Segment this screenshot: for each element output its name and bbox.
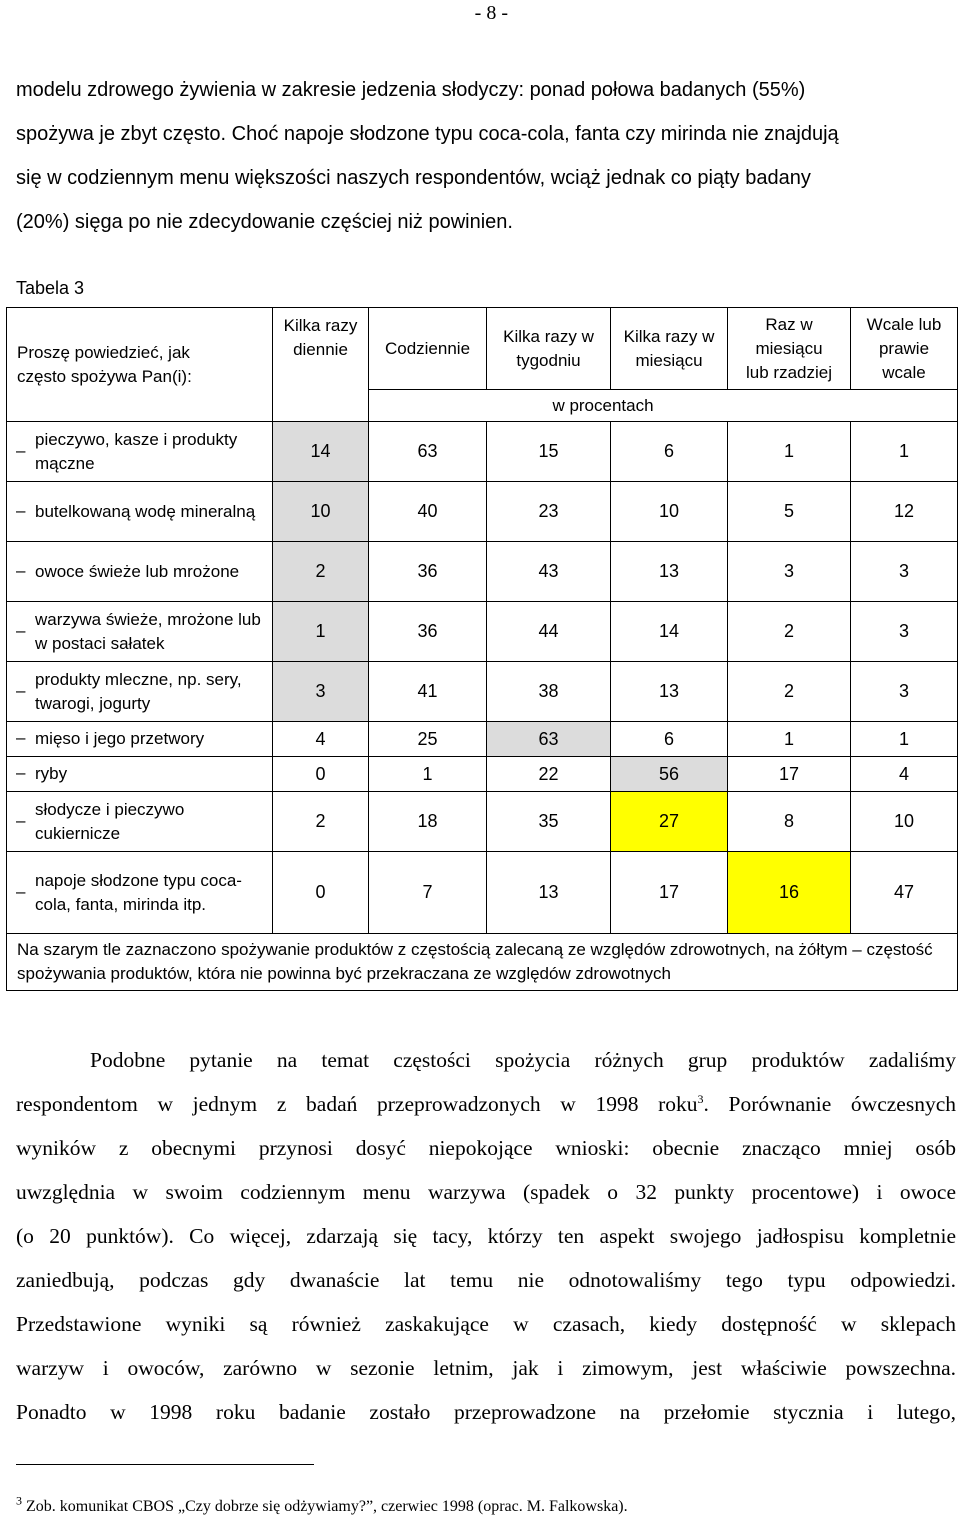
column-header: Wcale lub prawie wcale <box>851 308 958 390</box>
paragraph-line: Podobne pytanie na temat częstości spożycia różnych grup produktów zadaliśmy <box>90 1048 956 1072</box>
table-cell: 2 <box>728 662 851 722</box>
table-cell: 6 <box>611 722 728 757</box>
table-cell: 14 <box>273 422 369 482</box>
table-cell: 1 <box>369 757 487 792</box>
table-cell: 35 <box>487 792 611 852</box>
table-cell: 10 <box>273 482 369 542</box>
table-cell: 2 <box>273 792 369 852</box>
paragraph-line: Ponadto w 1998 roku badanie zostało przeprowadzone na przełomie stycznia i lutego, <box>16 1400 956 1424</box>
column-header: Kilka razy diennie <box>273 308 369 422</box>
question-header: Proszę powiedzieć, jak często spożywa Pan(i): <box>7 308 273 422</box>
table-row <box>7 852 958 934</box>
table-cell: 3 <box>273 662 369 722</box>
table-row <box>7 662 958 722</box>
table-cell: 5 <box>728 482 851 542</box>
row-label: – warzywa świeże, mrożone lub w postaci sałatek <box>7 602 273 662</box>
table-caption: Tabela 3 <box>16 278 85 298</box>
row-label: – słodycze i pieczywo cukiernicze <box>7 792 273 852</box>
table-cell: 1 <box>728 722 851 757</box>
paragraph-line: modelu zdrowego żywienia w zakresie jedzenia słodyczy: ponad połowa badanych (55%) <box>16 79 806 101</box>
table-cell: 18 <box>369 792 487 852</box>
paragraph-line <box>16 1082 956 1126</box>
footnote-text: Zob. komunikat CBOS „Czy dobrze się odżywiamy?”, czerwiec 1998 (oprac. M. Falkowska). <box>22 1498 628 1515</box>
row-label: – butelkowaną wodę mineralną <box>7 482 273 542</box>
table-row <box>7 482 958 542</box>
paragraph-text: respondentom w jednym z badań przeprowadzonych w 1998 roku <box>16 1092 698 1116</box>
paragraph-line: się w codziennym menu większości naszych respondentów, wciąż jednak co piąty badany <box>16 167 811 189</box>
table-cell: 13 <box>611 542 728 602</box>
unit-label: w procentach <box>369 390 958 422</box>
table-cell: 25 <box>369 722 487 757</box>
table-cell: 36 <box>369 602 487 662</box>
table-cell: 16 <box>728 852 851 934</box>
table-cell: 43 <box>487 542 611 602</box>
table-cell: 40 <box>369 482 487 542</box>
footnote <box>16 1493 628 1516</box>
table-cell: 4 <box>273 722 369 757</box>
table-cell: 1 <box>273 602 369 662</box>
column-header: Codziennie <box>369 308 487 390</box>
table-cell: 41 <box>369 662 487 722</box>
table-cell: 14 <box>611 602 728 662</box>
paragraph-line: warzyw i owoców, zarówno w sezonie letnim, jak i zimowym, jest właściwie powszechna. <box>16 1356 956 1380</box>
table-cell: 1 <box>851 422 958 482</box>
table-row <box>7 602 958 662</box>
table-cell: 63 <box>369 422 487 482</box>
column-header: Raz w miesiącu lub rzadziej <box>728 308 851 390</box>
table-cell: 0 <box>273 852 369 934</box>
paragraph-line: spożywa je zbyt często. Choć napoje słodzone typu coca-cola, fanta czy mirinda nie znajdują <box>16 123 839 145</box>
table-cell: 7 <box>369 852 487 934</box>
table-cell: 17 <box>611 852 728 934</box>
table-cell: 1 <box>728 422 851 482</box>
table-cell: 3 <box>728 542 851 602</box>
table-cell: 8 <box>728 792 851 852</box>
table-cell: 13 <box>611 662 728 722</box>
table-cell: 47 <box>851 852 958 934</box>
table-cell: 13 <box>487 852 611 934</box>
table-cell: 0 <box>273 757 369 792</box>
row-label: – pieczywo, kasze i produkty mączne <box>7 422 273 482</box>
table-cell: 3 <box>851 542 958 602</box>
column-header: Kilka razy w tygodniu <box>487 308 611 390</box>
body-paragraph-2 <box>16 1038 956 1434</box>
paragraph-line: zaniedbują, podczas gdy dwanaście lat temu nie odnotowaliśmy tego typu odpowiedzi. <box>16 1268 956 1292</box>
table-cell: 3 <box>851 602 958 662</box>
table-cell: 4 <box>851 757 958 792</box>
table-cell: 22 <box>487 757 611 792</box>
paragraph-line: (o 20 punktów). Co więcej, zdarzają się tacy, którzy ten aspekt swojego jadłospisu kompletnie <box>16 1224 956 1248</box>
row-label: – napoje słodzone typu coca-cola, fanta, mirinda itp. <box>7 852 273 934</box>
row-label: – owoce świeże lub mrożone <box>7 542 273 602</box>
table-cell: 10 <box>851 792 958 852</box>
survey-table <box>6 307 958 991</box>
note-row <box>7 934 958 991</box>
body-paragraph-1 <box>16 68 956 244</box>
footnote-reference: 3 <box>697 1091 704 1106</box>
row-label: – ryby <box>7 757 273 792</box>
paragraph-text: . Porównanie ówczesnych <box>703 1092 956 1116</box>
table-cell: 15 <box>487 422 611 482</box>
table-cell: 44 <box>487 602 611 662</box>
table-body <box>7 422 958 934</box>
table-note: Na szarym tle zaznaczono spożywanie produktów z częstością zalecaną ze względów zdrowotnych, na żółtym – częstość spożywania produktów, która nie powinna być przekraczana ze względów zdrowotnych <box>7 934 958 991</box>
table-cell: 56 <box>611 757 728 792</box>
table-row <box>7 792 958 852</box>
table-cell: 6 <box>611 422 728 482</box>
table-cell: 3 <box>851 662 958 722</box>
column-header: Kilka razy w miesiącu <box>611 308 728 390</box>
table-row <box>7 757 958 792</box>
paragraph-line: wyników z obecnymi przynosi dosyć niepokojące wnioski: obecnie znacząco mniej osób <box>16 1136 956 1160</box>
row-label: – produkty mleczne, np. sery, twarogi, jogurty <box>7 662 273 722</box>
table-row <box>7 422 958 482</box>
table-cell: 63 <box>487 722 611 757</box>
paragraph-line: (20%) sięga po nie zdecydowanie częściej niż powinien. <box>16 211 513 233</box>
table-cell: 23 <box>487 482 611 542</box>
table-cell: 2 <box>728 602 851 662</box>
table-row <box>7 722 958 757</box>
page-number: - 8 - <box>474 2 508 24</box>
header-row <box>7 308 958 390</box>
table-cell: 38 <box>487 662 611 722</box>
table-row <box>7 542 958 602</box>
table-cell: 12 <box>851 482 958 542</box>
table-cell: 10 <box>611 482 728 542</box>
table-cell: 36 <box>369 542 487 602</box>
footnote-divider <box>16 1464 314 1465</box>
paragraph-line: uwzględnia w swoim codziennym menu warzywa (spadek o 32 punkty procentowe) i owoce <box>16 1180 956 1204</box>
footnote-number: 3 <box>16 1493 22 1508</box>
table-cell: 1 <box>851 722 958 757</box>
table-cell: 27 <box>611 792 728 852</box>
table-cell: 17 <box>728 757 851 792</box>
paragraph-line: Przedstawione wyniki są również zaskakujące w czasach, kiedy dostępność w sklepach <box>16 1312 956 1336</box>
table-cell: 2 <box>273 542 369 602</box>
row-label: – mięso i jego przetwory <box>7 722 273 757</box>
